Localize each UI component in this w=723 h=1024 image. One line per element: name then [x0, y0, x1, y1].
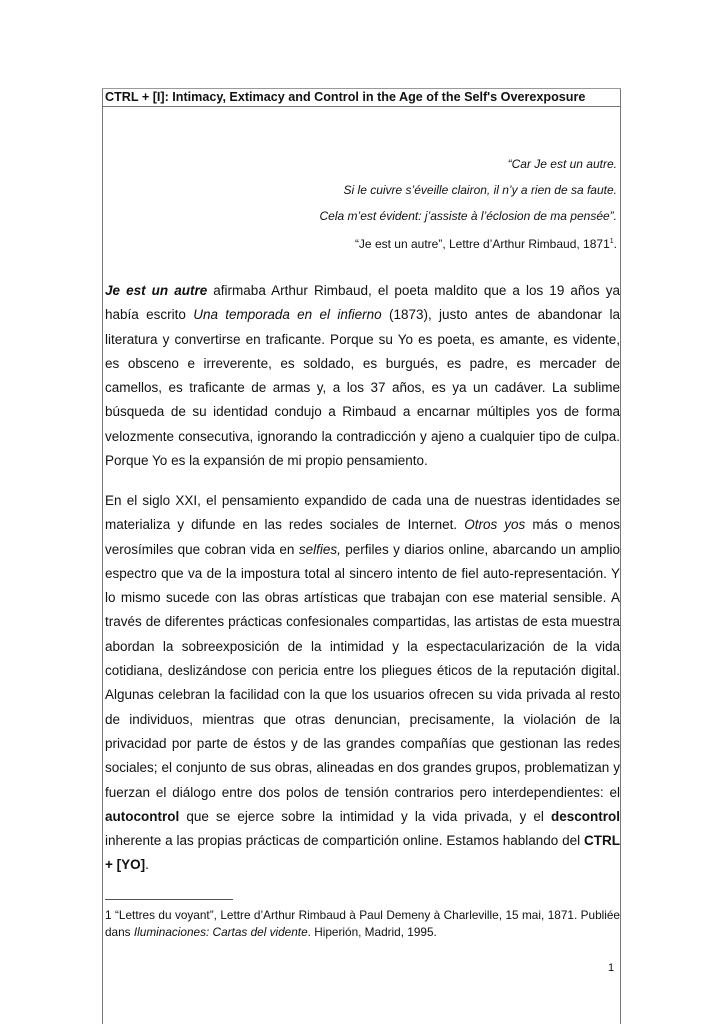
lead-phrase: Je est un autre — [105, 283, 208, 298]
paragraph-2-text-c: perfiles y diarios online, abarcando un amplio espectro que va de la impostura total al sincero intento de fiel auto-representación. Y lo mismo sucede con las obras artísticas que trabajan con ese material sensible. A través de diferentes prácticas confesionales compartidas, las artistas de esta muestra abordan la sobreexposición de la intimidad y la espectacularización de la vida cotidiana, deslizándose con pericia entre los pliegues éticos de la reputación digital. Algunas celebran la facilidad con la que los usuarios ofrecen su vida privada al resto de individuos, mientras que otras denuncian, precisamente, la violación de la privacidad por parte de éstos y de las grandes compañías que gestionan las redes sociales; el conjunto de sus obras, alineadas en dos grandes grupos, problematizan y fuerzan el diálogo entre dos polos de tensión contrarios pero interdependientes: el — [105, 541, 620, 800]
footnote — [105, 907, 620, 941]
attribution-text: “Je est un autre”, Lettre d’Arthur Rimbaud, 1871 — [354, 237, 610, 251]
paragraph-2-text-e: inherente a las propias prácticas de compartición online. Estamos hablando del — [105, 833, 584, 849]
paragraph-2-text-f: . — [145, 857, 149, 873]
epigraph — [230, 151, 617, 257]
descontrol-term: descontrol — [550, 808, 620, 824]
footnote-ref: 1 — [609, 238, 614, 245]
paragraph-2 — [105, 489, 620, 878]
footnote-book-title: Iluminaciones: Cartas del vidente — [133, 925, 308, 939]
paragraph-1 — [105, 279, 620, 473]
paragraph-1-text-b: (1873), justo antes de abandonar la literatura y convertirse en traficante. Porque su Yo es poeta, es amante, es vidente, es obsceno e irreverente, es soldado, es burgués, es padre, es mercader de camellos, es traficante de armas y, a los 37 años, es ya un cadáver. La sublime búsqueda de su identidad condujo a Rimbaud a encarnar múltiples yos de forma velozmente consecutiva, ignorando la contradicción y ajeno a cualquier tipo de culpa. Porque Yo es la expansión de mi propio pensamiento. — [105, 307, 620, 469]
footnote-text-a: 1 “Lettres du voyant”, Lettre d’Arthur Rimbaud à Paul Demeny à Charleville, 15 mai, 1871. Publiée dans — [105, 908, 620, 939]
book-title: Una temporada en el infierno — [193, 307, 382, 323]
paragraph-2-text-d: que se ejerce sobre la intimidad y la vida privada, y el — [179, 808, 551, 824]
otros-yos: Otros yos — [464, 517, 526, 533]
document-title: CTRL + [I]: Intimacy, Extimacy and Control in the Age of the Self's Overexposure — [105, 90, 586, 104]
epigraph-line-1: “Car Je est un autre. — [507, 157, 617, 171]
footnote-separator — [105, 899, 233, 900]
title-underline — [102, 106, 621, 107]
epigraph-attribution — [230, 229, 617, 257]
epigraph-line-3: Cela m’est évident: j’assiste à l’éclosion de ma pensée”. — [319, 209, 617, 223]
epigraph-line-2: Si le cuivre s’éveille clairon, il n’y a rien de sa faute. — [343, 183, 617, 197]
page-frame-left — [102, 88, 103, 1024]
autocontrol-term: autocontrol — [105, 808, 180, 824]
page-number: 1 — [608, 962, 615, 974]
paragraph-1-text-a: afirmaba Arthur Rimbaud, el poeta maldito que a los 19 años ya había escrito — [105, 283, 620, 323]
paragraph-2-text-b: más o menos verosímiles que cobran vida en — [105, 517, 620, 557]
attribution-end: . — [613, 237, 617, 251]
footnote-text-b: . Hiperión, Madrid, 1995. — [307, 925, 437, 939]
paragraph-2-text-a: En el siglo XXI, el pensamiento expandido de cada una de nuestras identidades se materializa y difunde en las redes sociales de Internet. — [105, 493, 620, 533]
page-frame-right — [620, 88, 621, 1024]
ctrl-yo-term: CTRL + [YO] — [105, 833, 620, 873]
selfies: selfies, — [298, 541, 341, 557]
